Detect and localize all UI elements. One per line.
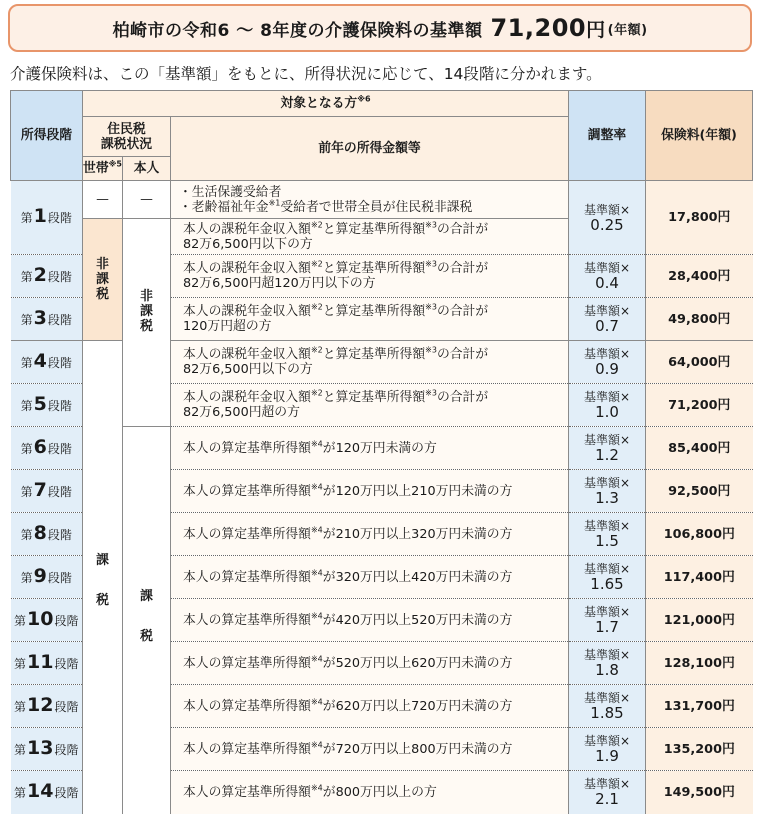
header-premium: 保険料(年額) — [646, 91, 753, 181]
level-cell — [11, 181, 83, 255]
level-number: 8 — [33, 521, 47, 544]
level-suffix: 段階 — [47, 484, 72, 499]
footnote-mark: ※3 — [425, 302, 437, 312]
rate-cell — [569, 513, 646, 556]
level-prefix: 第 — [14, 613, 27, 628]
condition-text: 本人の算定基準所得額 — [183, 569, 311, 585]
rate-label: 基準額× — [583, 261, 631, 275]
rate-value: 1.65 — [590, 575, 624, 593]
level-prefix: 第 — [20, 355, 33, 370]
rate-value: 1.2 — [595, 446, 619, 464]
condition-cell — [171, 685, 569, 728]
footnote-mark: ※3 — [425, 220, 437, 230]
footnote-mark: ※3 — [425, 388, 437, 398]
condition-text: と算定基準所得額 — [322, 221, 426, 237]
rate-value: 1.0 — [595, 403, 619, 421]
condition-text: 本人の算定基準所得額 — [183, 440, 311, 456]
rate-cell — [569, 599, 646, 642]
title-suffix: (年額) — [607, 22, 648, 38]
premium-cell: 85,400円 — [646, 427, 753, 470]
level-suffix: 段階 — [47, 527, 72, 542]
premium-cell: 17,800円 — [646, 181, 753, 255]
vertical-char: 税 — [140, 319, 153, 334]
condition-text: 本人の課税年金収入額 — [183, 221, 311, 237]
condition-line — [183, 304, 568, 319]
footnote-mark: ※4 — [310, 611, 323, 621]
rate-label: 基準額× — [583, 347, 631, 361]
level-number: 6 — [33, 435, 47, 458]
level-number: 13 — [27, 736, 54, 759]
premium-cell: 64,000円 — [646, 341, 753, 384]
level-number: 2 — [33, 263, 47, 286]
level-prefix: 第 — [20, 484, 33, 499]
rate-cell — [569, 341, 646, 384]
level-prefix: 第 — [20, 570, 33, 585]
level-suffix: 段階 — [54, 699, 79, 714]
rate-cell — [569, 556, 646, 599]
condition-cell — [171, 642, 569, 685]
footnote-mark: ※2 — [310, 345, 323, 355]
premium-table — [10, 90, 753, 814]
condition-text: が420万円以上520万円未満の方 — [322, 612, 513, 628]
level-cell — [11, 728, 83, 771]
level-suffix: 段階 — [54, 613, 79, 628]
vertical-char: 非 — [140, 289, 153, 304]
rate-label: 基準額× — [583, 734, 631, 748]
condition-text: の合計が — [436, 261, 489, 276]
title-prefix: 柏崎市の令和6 〜 8年度の介護保険料の基準額 — [112, 20, 483, 41]
title-unit: 円 — [586, 18, 606, 41]
level-cell — [11, 771, 83, 814]
header-tax-status — [83, 117, 171, 157]
vertical-char: 課 — [96, 272, 109, 287]
rate-cell — [569, 181, 646, 255]
premium-cell: 106,800円 — [646, 513, 753, 556]
household-tax — [83, 341, 123, 814]
vertical-char: 非 — [96, 257, 109, 272]
rate-label: 基準額× — [583, 433, 631, 447]
intro-text: 介護保険料は、この「基準額」をもとに、所得状況に応じて、14段階に分かれます。 — [10, 65, 602, 83]
condition-text: 本人の算定基準所得額 — [183, 612, 311, 628]
rate-label: 基準額× — [583, 476, 631, 490]
condition-text: が520万円以上620万円未満の方 — [322, 655, 513, 671]
footnote-mark: ※1 — [268, 198, 281, 208]
level-suffix: 段階 — [47, 211, 72, 225]
level-prefix: 第 — [14, 785, 27, 800]
condition-cell — [171, 341, 569, 384]
level-suffix: 段階 — [47, 441, 72, 456]
condition-line: ・生活保護受給者 — [179, 184, 282, 200]
footnote-mark: ※2 — [310, 220, 323, 230]
rate-value: 0.9 — [595, 360, 619, 378]
premium-cell: 121,000円 — [646, 599, 753, 642]
level-cell — [11, 470, 83, 513]
rate-cell — [569, 771, 646, 814]
header-self: 本人 — [123, 157, 171, 181]
level-suffix: 段階 — [47, 570, 72, 585]
level-cell — [11, 427, 83, 470]
vertical-char: 課 — [140, 589, 153, 604]
self-tax — [123, 427, 171, 814]
title-amount: 71,200 — [490, 14, 587, 42]
level-number: 14 — [27, 779, 54, 802]
level-cell — [11, 298, 83, 341]
footnote-mark: ※4 — [310, 783, 323, 793]
header-household-label: 世帯 — [83, 161, 109, 176]
rate-label: 基準額× — [583, 390, 631, 404]
condition-cell — [171, 427, 569, 470]
condition-text: 受給者で世帯全員が住民税非課税 — [280, 199, 473, 215]
level-number: 9 — [33, 564, 47, 587]
premium-cell: 135,200円 — [646, 728, 753, 771]
condition-line: 82万6,500円以下の方 — [183, 236, 313, 252]
rate-cell — [569, 642, 646, 685]
rate-label: 基準額× — [583, 304, 631, 318]
level-prefix: 第 — [20, 527, 33, 542]
header-household-note: ※5 — [108, 159, 122, 169]
rate-cell — [569, 384, 646, 427]
header-target — [83, 91, 569, 117]
condition-cell — [171, 219, 569, 255]
condition-text: 本人の算定基準所得額 — [183, 655, 311, 671]
condition-cell — [171, 181, 569, 219]
header-tax-status-line1: 住民税 — [107, 121, 146, 137]
condition-text: が720万円以上800万円未満の方 — [322, 741, 513, 757]
condition-text: 本人の課税年金収入額 — [183, 261, 311, 276]
condition-cell — [171, 513, 569, 556]
premium-cell: 149,500円 — [646, 771, 753, 814]
condition-cell — [171, 255, 569, 298]
condition-text: 本人の課税年金収入額 — [183, 390, 311, 405]
condition-line — [183, 347, 568, 362]
level-cell — [11, 255, 83, 298]
rate-value: 0.4 — [595, 274, 619, 292]
header-level: 所得段階 — [11, 91, 83, 181]
level-suffix: 段階 — [54, 656, 79, 671]
rate-cell — [569, 728, 646, 771]
premium-cell: 131,700円 — [646, 685, 753, 728]
rate-value: 0.7 — [595, 317, 619, 335]
footnote-mark: ※2 — [310, 388, 323, 398]
level-number: 7 — [33, 478, 47, 501]
level-suffix: 段階 — [54, 785, 79, 800]
title-box — [8, 4, 752, 52]
level-cell — [11, 341, 83, 384]
condition-text: ・老齢福祉年金 — [179, 199, 269, 215]
level-number: 3 — [33, 306, 47, 329]
rate-value: 2.1 — [595, 790, 619, 809]
level-cell — [11, 556, 83, 599]
level-prefix: 第 — [14, 656, 27, 671]
rate-label: 基準額× — [583, 202, 631, 217]
footnote-mark: ※3 — [425, 259, 437, 269]
premium-cell: 71,200円 — [646, 384, 753, 427]
condition-text: が120万円以上210万円未満の方 — [322, 483, 513, 499]
premium-cell: 92,500円 — [646, 470, 753, 513]
condition-cell — [171, 556, 569, 599]
rate-value: 1.8 — [595, 661, 619, 679]
level-prefix: 第 — [14, 742, 27, 757]
premium-cell: 117,400円 — [646, 556, 753, 599]
condition-cell — [171, 771, 569, 814]
level-prefix: 第 — [20, 269, 33, 284]
level-suffix: 段階 — [47, 355, 72, 370]
condition-text: の合計が — [436, 221, 489, 237]
condition-line — [183, 261, 568, 276]
condition-text: 本人の算定基準所得額 — [183, 784, 311, 800]
level-cell — [11, 384, 83, 427]
level-suffix: 段階 — [47, 312, 72, 327]
footnote-mark: ※4 — [310, 654, 323, 664]
self-dash: — — [123, 181, 171, 219]
level-cell — [11, 599, 83, 642]
level-number: 5 — [33, 392, 47, 415]
condition-text: 本人の算定基準所得額 — [183, 698, 311, 714]
footnote-mark: ※4 — [310, 740, 323, 750]
household-dash: — — [83, 181, 123, 219]
condition-line: 82万6,500円超120万円以下の方 — [183, 276, 376, 291]
condition-line: 120万円超の方 — [183, 319, 272, 334]
condition-line — [183, 222, 568, 237]
vertical-char: 税 — [96, 593, 109, 608]
level-number: 1 — [33, 205, 47, 227]
condition-text: 本人の課税年金収入額 — [183, 304, 311, 319]
rate-cell — [569, 685, 646, 728]
level-number: 10 — [27, 607, 54, 630]
rate-label: 基準額× — [583, 562, 631, 576]
header-target-label: 対象となる方 — [280, 96, 358, 111]
condition-text: 本人の算定基準所得額 — [183, 741, 311, 757]
self-nontax — [123, 219, 171, 427]
condition-text: の合計が — [436, 390, 489, 405]
footnote-mark: ※4 — [310, 439, 323, 449]
rate-label: 基準額× — [583, 605, 631, 619]
rate-value: 1.85 — [590, 704, 624, 722]
condition-line: 82万6,500円超の方 — [183, 405, 300, 420]
vertical-char: 課 — [96, 553, 109, 568]
condition-text: の合計が — [436, 304, 489, 319]
premium-cell: 28,400円 — [646, 255, 753, 298]
footnote-mark: ※2 — [310, 259, 323, 269]
condition-line: 82万6,500円以下の方 — [183, 362, 313, 377]
condition-cell — [171, 599, 569, 642]
rate-cell — [569, 255, 646, 298]
level-cell — [11, 642, 83, 685]
level-suffix: 段階 — [47, 398, 72, 413]
condition-text: と算定基準所得額 — [322, 304, 426, 319]
level-cell — [11, 513, 83, 556]
vertical-char: 税 — [96, 287, 109, 302]
condition-text: 本人の課税年金収入額 — [183, 347, 311, 362]
condition-text: が210万円以上320万円未満の方 — [322, 526, 513, 542]
condition-text: が800万円以上の方 — [322, 784, 437, 800]
header-income: 前年の所得金額等 — [171, 117, 569, 181]
condition-cell — [171, 728, 569, 771]
premium-cell: 128,100円 — [646, 642, 753, 685]
condition-line — [183, 390, 568, 405]
level-suffix: 段階 — [54, 742, 79, 757]
condition-text: 本人の算定基準所得額 — [183, 526, 311, 542]
condition-text: と算定基準所得額 — [322, 347, 426, 362]
condition-text: 本人の算定基準所得額 — [183, 483, 311, 499]
footnote-mark: ※4 — [310, 697, 323, 707]
rate-label: 基準額× — [583, 777, 631, 792]
rate-label: 基準額× — [583, 648, 631, 662]
condition-text: が320万円以上420万円未満の方 — [322, 569, 513, 585]
rate-cell — [569, 298, 646, 341]
household-nontax — [83, 219, 123, 341]
premium-cell: 49,800円 — [646, 298, 753, 341]
vertical-char: 課 — [140, 304, 153, 319]
header-rate: 調整率 — [569, 91, 646, 181]
condition-line — [179, 200, 568, 215]
level-prefix: 第 — [14, 699, 27, 714]
level-prefix: 第 — [20, 398, 33, 413]
rate-label: 基準額× — [583, 519, 631, 533]
rate-value: 1.5 — [595, 532, 619, 550]
rate-label: 基準額× — [583, 691, 631, 705]
level-number: 12 — [27, 693, 54, 716]
level-prefix: 第 — [20, 312, 33, 327]
condition-text: が120万円未満の方 — [322, 440, 437, 456]
level-prefix: 第 — [20, 211, 33, 225]
rate-value: 1.9 — [595, 747, 619, 765]
footnote-mark: ※4 — [310, 482, 323, 492]
header-target-note: ※6 — [357, 94, 371, 104]
footnote-mark: ※3 — [425, 345, 437, 355]
level-suffix: 段階 — [47, 269, 72, 284]
vertical-char: 税 — [140, 629, 153, 644]
level-number: 4 — [33, 349, 47, 372]
rate-value: 1.3 — [595, 489, 619, 507]
condition-text: と算定基準所得額 — [322, 390, 426, 405]
condition-cell — [171, 470, 569, 513]
level-prefix: 第 — [20, 441, 33, 456]
rate-cell — [569, 427, 646, 470]
footnote-mark: ※4 — [310, 525, 323, 535]
level-cell — [11, 685, 83, 728]
condition-cell — [171, 298, 569, 341]
header-household — [83, 157, 123, 181]
header-tax-status-line2: 課税状況 — [100, 136, 153, 152]
rate-value: 0.25 — [590, 215, 624, 234]
condition-text: の合計が — [436, 347, 489, 362]
rate-value: 1.7 — [595, 618, 619, 636]
rate-cell — [569, 470, 646, 513]
condition-text: が620万円以上720万円未満の方 — [322, 698, 513, 714]
condition-text: と算定基準所得額 — [322, 261, 426, 276]
condition-cell — [171, 384, 569, 427]
footnote-mark: ※2 — [310, 302, 323, 312]
level-number: 11 — [27, 650, 54, 673]
footnote-mark: ※4 — [310, 568, 323, 578]
